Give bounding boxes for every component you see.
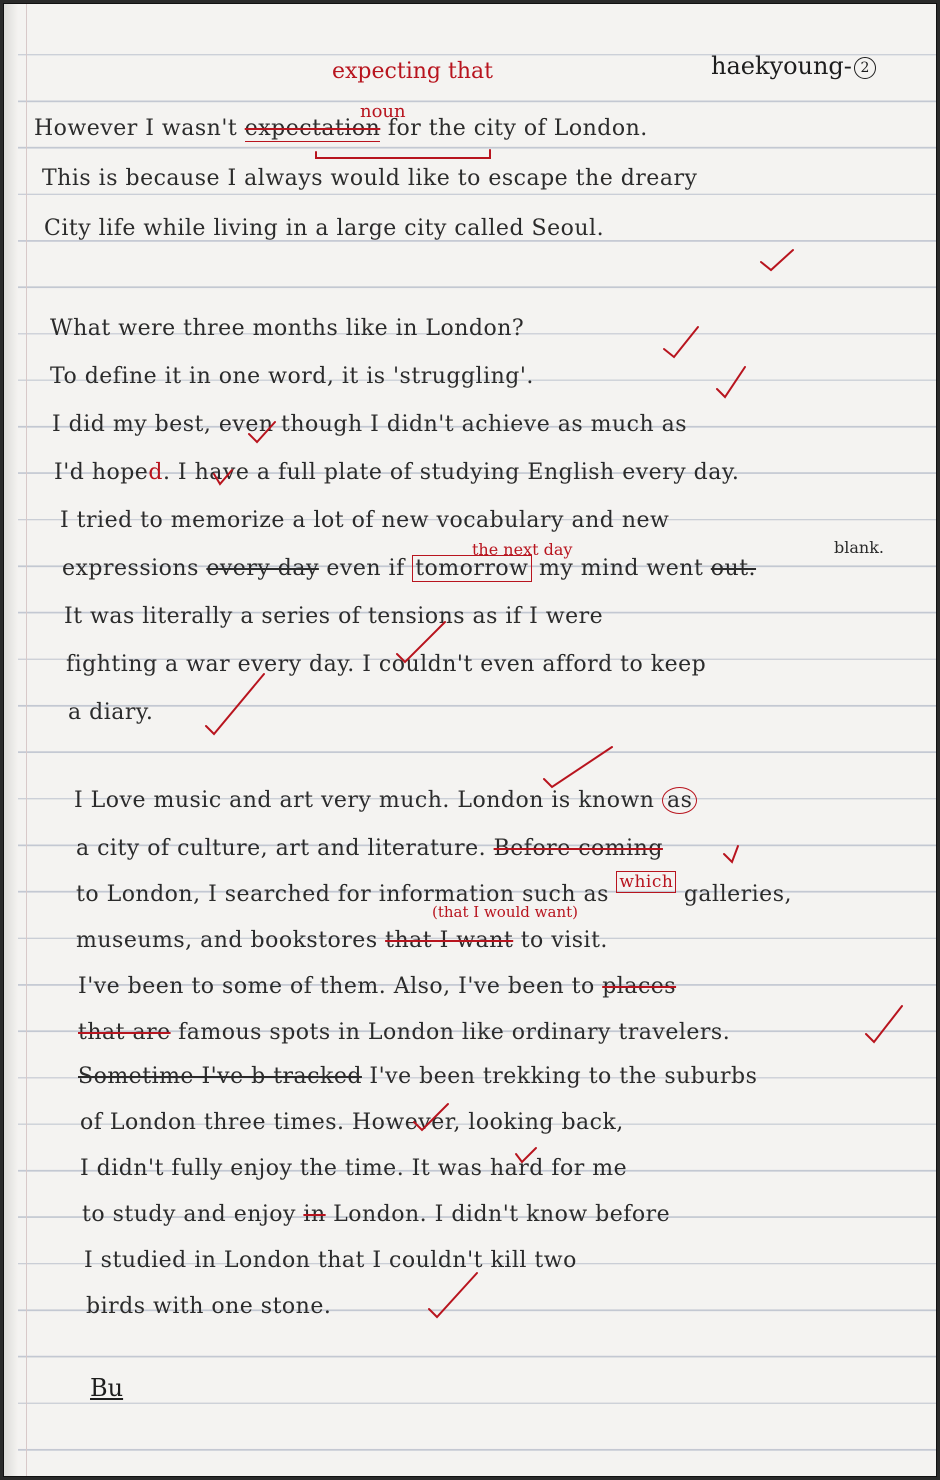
text-span: even if [318, 556, 413, 581]
p2-line-7: It was literally a series of tensions as if I were [64, 604, 604, 629]
top-correction: expecting that [332, 59, 493, 84]
p3-line-4 [76, 928, 608, 953]
p2-line-2: To define it in one word, it is 'struggling'. [50, 364, 534, 389]
p3-line-8: of London three times. However, looking back, [80, 1110, 624, 1135]
text-span: expressions [62, 556, 207, 581]
p2-line-3: I did my best, even though I didn't achieve as much as [52, 412, 688, 437]
struck-in: in [303, 1202, 326, 1227]
correction-d: d [148, 460, 163, 485]
boxed-which: which [616, 871, 676, 893]
text-span: I've been trekking to the suburbs [361, 1064, 758, 1089]
p2-line-5: I tried to memorize a lot of new vocabulary and new [60, 508, 670, 533]
text-span: . I have a full plate of studying English every day. [162, 460, 740, 485]
text-span: London. I didn't know before [325, 1202, 671, 1227]
struck-out: out. [710, 556, 757, 581]
notebook-page [3, 3, 937, 1477]
bracket-mark [316, 150, 490, 158]
p3-line-7 [78, 1064, 757, 1089]
struck-places: places [602, 974, 677, 999]
text-span: to visit. [513, 928, 608, 953]
p3-line-11: I studied in London that I couldn't kill two [84, 1248, 577, 1273]
struck-that-are: that are [78, 1020, 171, 1045]
text-span: a city of culture, art and literature. [76, 836, 494, 861]
p1-line-3: City life while living in a large city called Seoul. [44, 216, 605, 241]
text-span: for the city of London. [380, 116, 648, 141]
p1-line-2: This is because I always would like to escape the dreary [42, 166, 698, 191]
struck-that-i-want: that I want [385, 928, 514, 953]
check-mark [866, 1006, 902, 1042]
signature: Bu [90, 1374, 124, 1402]
p2-line-1: What were three months like in London? [50, 316, 525, 341]
text-span: I'd hope [54, 460, 149, 485]
p3-line-10 [82, 1202, 670, 1227]
author-name [711, 52, 876, 80]
p1-line-1 [34, 116, 648, 141]
corrected-word-expectation: expectation [244, 116, 381, 141]
struck-before: Before coming [493, 836, 663, 861]
text-span: to study and enjoy [82, 1202, 304, 1227]
struck-sometime: Sometime I've b tracked [78, 1064, 362, 1089]
margin-line [26, 4, 27, 1476]
correction-noun: noun [360, 101, 406, 122]
page-edge-shadow [4, 4, 18, 1476]
text-span: to London, I searched for information such as [76, 882, 617, 907]
page-number: 2 [854, 57, 876, 79]
p2-line-6 [62, 556, 756, 581]
author-label: haekyoung- [711, 52, 852, 80]
check-mark [206, 674, 264, 734]
p2-line-8: fighting a war every day. I couldn't even afford to keep [66, 652, 707, 677]
check-mark [429, 1273, 477, 1317]
correction-blank: blank. [834, 538, 884, 557]
correction-next-day: the next day [472, 540, 573, 559]
text-span: I Love music and art very much. London is known [74, 788, 662, 813]
text-span: I've been to some of them. Also, I've been to [78, 974, 603, 999]
p2-line-9: a diary. [68, 700, 154, 725]
boxed-tomorrow: tomorrow [412, 555, 531, 582]
text-span: However I wasn't [34, 116, 245, 141]
circled-as: as [662, 787, 697, 814]
check-mark [724, 846, 738, 862]
text-span: famous spots in London like ordinary travelers. [170, 1020, 731, 1045]
check-mark [544, 747, 612, 787]
text-span: my mind went [531, 556, 711, 581]
check-mark [761, 250, 793, 270]
p3-line-1 [74, 788, 697, 813]
p3-line-6 [78, 1020, 730, 1045]
text-span: museums, and bookstores [76, 928, 386, 953]
p3-line-5 [78, 974, 676, 999]
check-mark [664, 327, 698, 357]
p3-line-2 [76, 836, 663, 861]
p3-line-9: I didn't fully enjoy the time. It was hard for me [80, 1156, 628, 1181]
p2-line-4 [54, 460, 739, 485]
struck-every-day: every day [206, 556, 319, 581]
correction-would-want: (that I would want) [432, 903, 578, 921]
p3-line-12: birds with one stone. [86, 1294, 332, 1319]
check-mark [717, 367, 745, 397]
text-span: galleries, [676, 882, 792, 907]
